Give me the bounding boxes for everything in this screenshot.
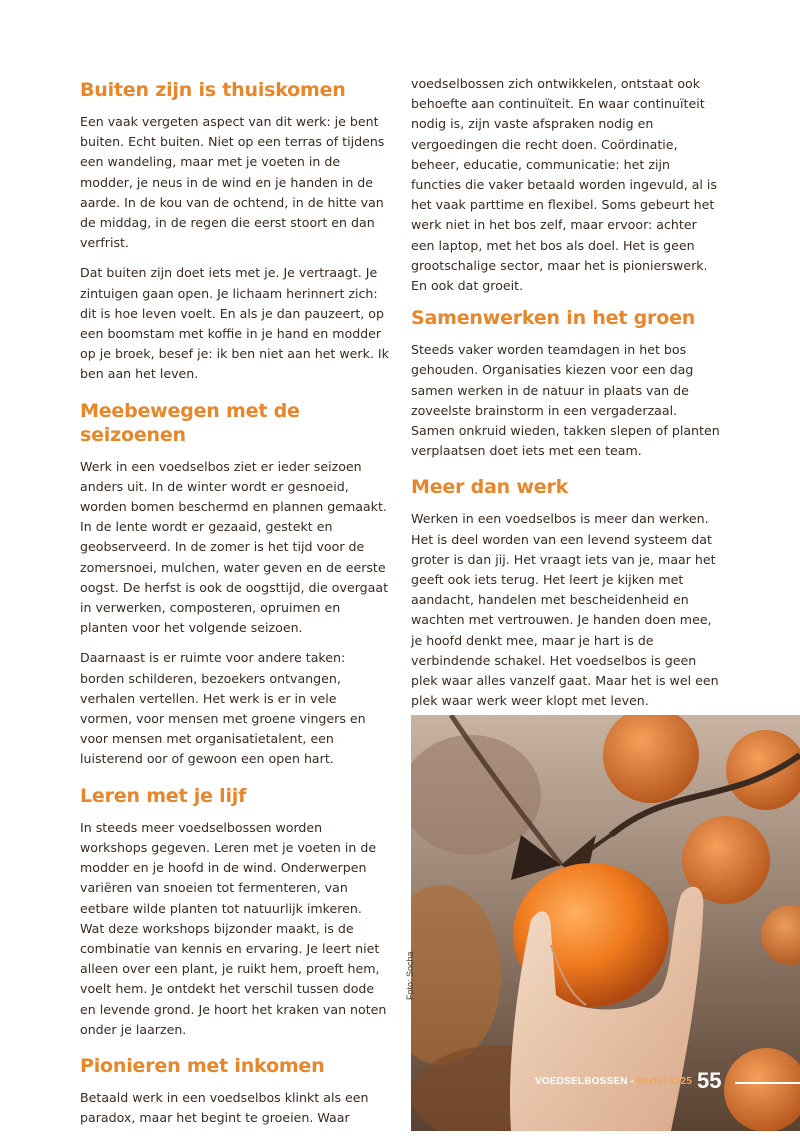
section-meer-dan-werk <box>411 475 721 711</box>
section-pionieren <box>80 1054 390 1128</box>
footer-separator: - <box>627 1076 638 1087</box>
paragraph: Daarnaast is er ruimte voor andere taken: borden schilderen, bezoekers ontvangen, verhalen vertellen. Het werk is er in vele vormen, voor mensen met groene vingers en voor mensen met organisatietalent, een luisterend oor of gewoon een open hart. <box>80 650 366 767</box>
section-leren <box>80 784 390 1040</box>
section-buiten-zijn <box>80 78 390 385</box>
right-column <box>411 74 721 725</box>
footer-divider <box>735 1082 800 1084</box>
paragraph-continued: voedselbossen zich ontwikkelen, ontstaat ook behoefte aan continuïteit. En waar continuïteit nodig is, zijn vaste afspraken nodig en vergoedingen die recht doen. Coördinatie, beheer, educatie, communicatie: het zijn functies die vaker betaald worden ingevuld, al is het vaak parttime en flexibel. Soms gebeurt het werk niet in het bos zelf, maar ervoor: achter een laptop, met het bos als doel. Het is geen grootschalige sector, maar het is pionierswerk. En ook dat groeit. <box>411 76 717 294</box>
section-seizoenen <box>80 399 390 770</box>
section-samenwerken <box>411 306 721 461</box>
footer-season: herfst 2025 <box>637 1076 693 1087</box>
section-heading: Meebewegen met de seizoenen <box>80 399 300 446</box>
paragraph: Een vaak vergeten aspect van dit werk: je bent buiten. Echt buiten. Niet op een terras of tijdens een wandeling, maar met je voeten in de modder, je neus in de wind en je handen in de aarde. In de kou van de ochtend, in de hitte van de middag, in de regen die eerst stoort en dan verfrist. <box>80 114 385 251</box>
page-number: 55 <box>697 1068 722 1093</box>
paragraph: Steeds vaker worden teamdagen in het bos gehouden. Organisaties kiezen voor een dag samen werken in de natuur in plaats van de zoveelste brainstorm in een vergaderzaal. Samen onkruid wieden, takken slepen of planten verplaatsen doet iets met een team. <box>411 342 720 459</box>
paragraph: Werken in een voedselbos is meer dan werken. Het is deel worden van een levend systeem dat groter is dan jij. Het vraagt iets van je, maar het geeft ook iets terug. Het leert je kijken met aandacht, handelen met bescheidenheid en wachten met vertrouwen. Je handen doen mee, je hoofd denkt mee, maar je hart is de verbindende schakel. Het voedselbos is geen plek waar alles vanzelf gaat. Maar het is wel een plek waar werk weer klopt met leven. <box>411 511 719 709</box>
paragraph: In steeds meer voedselbossen worden workshops gegeven. Leren met je voeten in de modder en je hoofd in de wind. Onderwerpen variëren van snoeien tot fermenteren, van eetbare wilde planten tot natuurlijk imkeren. Wat deze workshops bijzonder maakt, is de combinatie van kennis en ervaring. Je leert niet alleen over een plant, je ruikt hem, proeft hem, voelt hem. Je ontdekt het verschil tussen dode en levende grond. Je hoort het kraken van noten onder je laarzen. <box>80 819 387 1037</box>
paragraph: Dat buiten zijn doet iets met je. Je vertraagt. Je zintuigen gaan open. Je lichaam herinnert zich: dit is hoe leven voelt. En als je dan pauzeert, op een boomstam met koffie in je hand en modder op je broek, besef je: ik ben niet aan het werk. Ik ben aan het leven. <box>80 265 389 382</box>
section-heading: Meer dan werk <box>411 476 569 499</box>
section-heading: Leren met je lijf <box>80 784 247 807</box>
paragraph: Betaald werk in een voedselbos klinkt als een paradox, maar het begint te groeien. Waar <box>80 1089 369 1126</box>
section-heading: Buiten zijn is thuiskomen <box>80 79 346 101</box>
left-column <box>80 74 390 1142</box>
section-heading: Pionieren met inkomen <box>80 1054 325 1077</box>
photo-credit: Foto: Socha <box>405 951 415 1000</box>
paragraph: Werk in een voedselbos ziet er ieder seizoen anders uit. In de winter wordt er gesnoeid, worden bomen beschermd en plannen gemaakt. In de lente wordt er gezaaid, gestekt en geobserveerd. In de zomer is het tijd voor de zomersnoei, mulchen, water geven en de eerste oogst. De herfst is ook de oogsttijd, die overgaat in verwerken, composteren, opruimen en planten voor het volgende seizoen. <box>80 458 389 636</box>
footer-magazine <box>535 1076 692 1087</box>
page-footer <box>535 1068 800 1098</box>
magazine-name: VOEDSELBOSSEN <box>535 1076 628 1087</box>
section-heading: Samenwerken in het groen <box>411 307 696 330</box>
